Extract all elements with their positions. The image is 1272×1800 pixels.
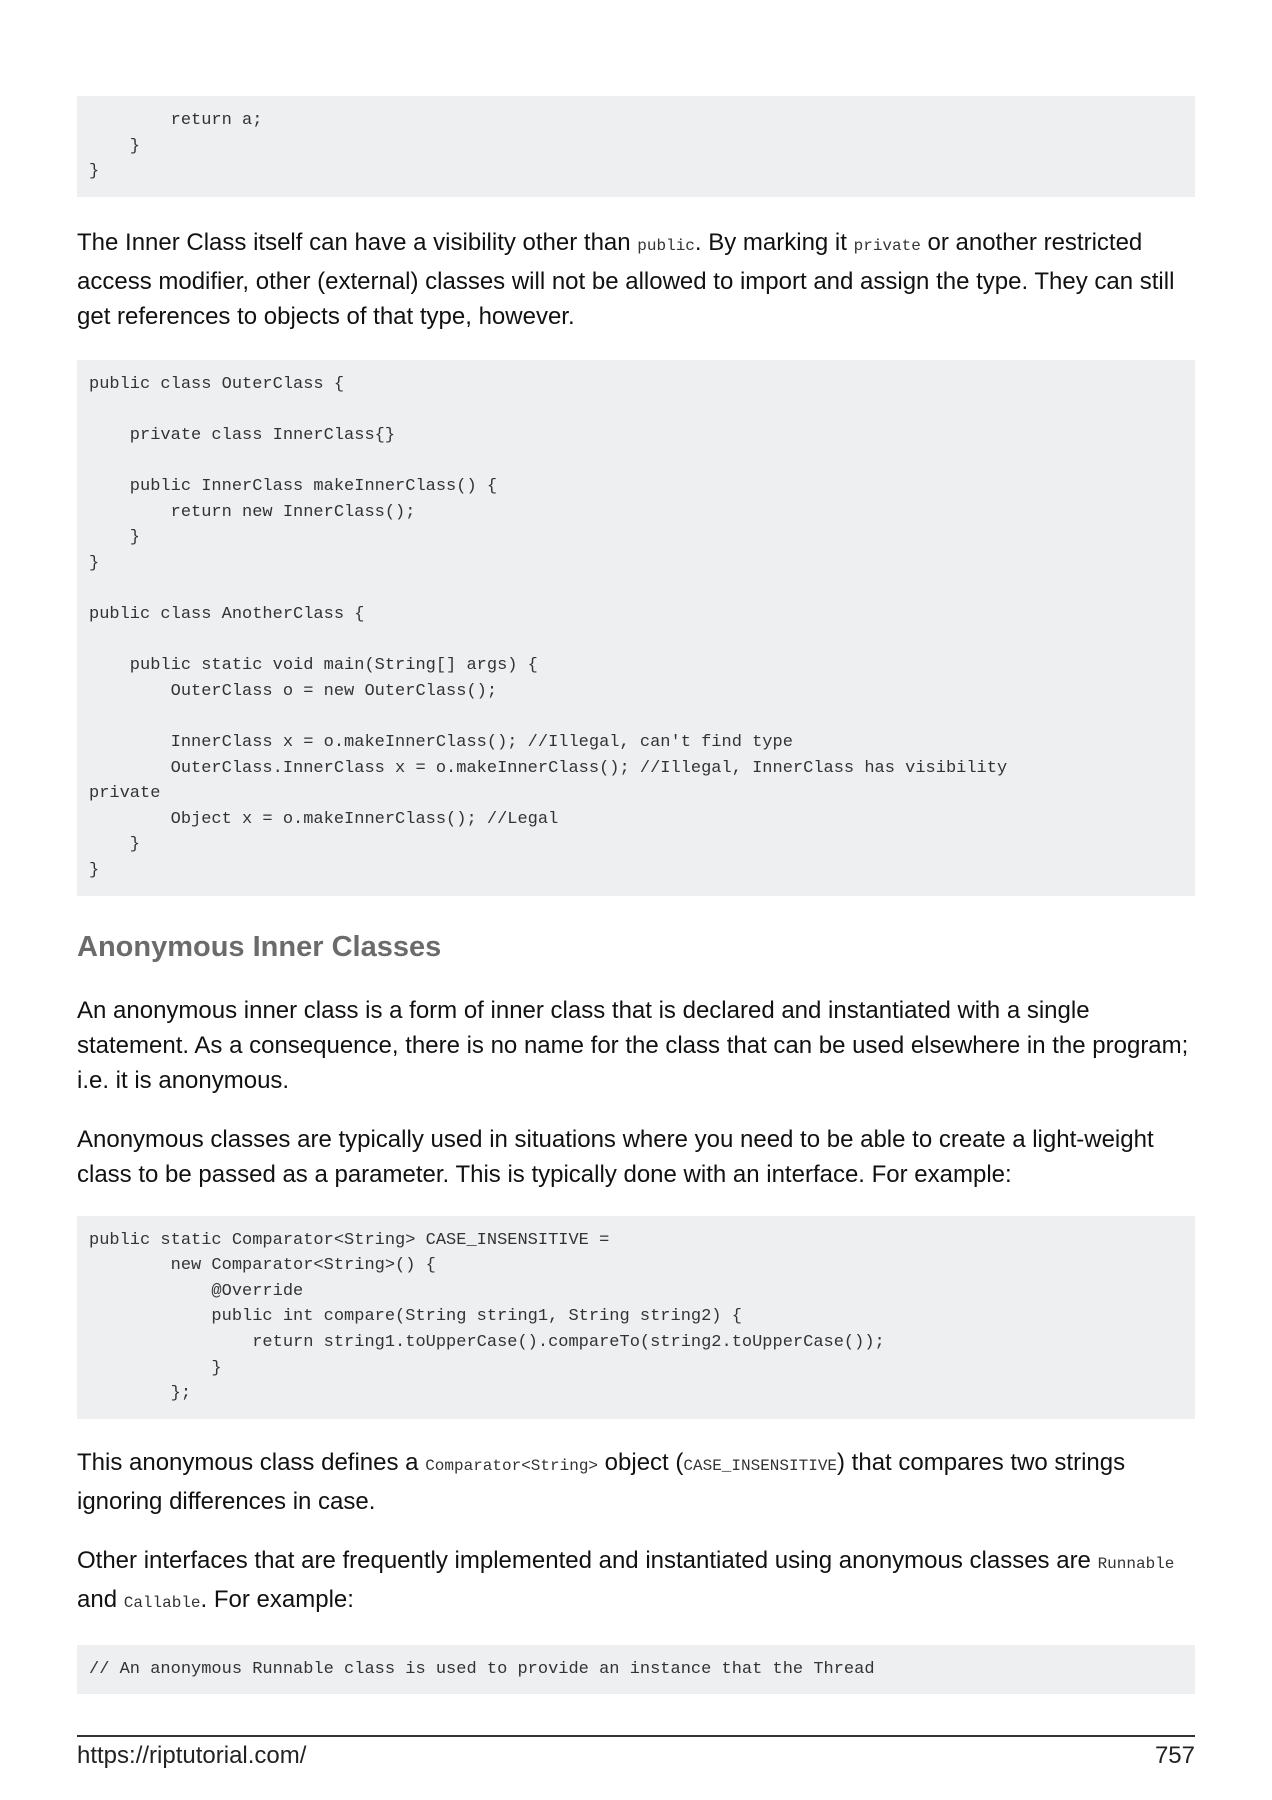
text-run: This anonymous class defines a [77,1448,426,1476]
page-number: 757 [1154,1742,1195,1769]
code-block-outer-class: public class OuterClass { private class InnerClass{} public InnerClass makeInnerClass() { return new InnerClass(); } } public class AnotherClass { public static void main(String[] args) { OuterClass o = new OuterClass(); InnerClass x = o.makeInnerClass(); //Illegal, can't find type OuterClass.InnerClass x = o.makeInnerClass(); //Illegal, InnerClass has visibility private Object x = o.makeInnerClass(); //Legal } } [77,360,1195,896]
section-heading: Anonymous Inner Classes [77,930,442,963]
inline-code-runnable: Runnable [1097,1554,1175,1573]
inline-code-callable: Callable [123,1593,201,1612]
paragraph-other-interfaces [77,1543,1195,1621]
text-run: . By marking it [694,228,854,256]
code-block-runnable: // An anonymous Runnable class is used to provide an instance that the Thread [77,1645,1195,1695]
page-content [77,96,1195,1694]
inline-code-comparator: Comparator<String> [425,1456,599,1475]
paragraph-comparator [77,1445,1195,1519]
footer-url[interactable]: https://riptutorial.com/ [77,1742,307,1769]
paragraph-visibility [77,225,1195,334]
text-run: or another restricted access modifier, other (external) classes will not be allowed to import and assign the type. They can still get references to objects of that type, however. [77,228,1175,330]
footer-divider [77,1735,1195,1737]
text-run: object ( [598,1448,684,1476]
inline-code-private: private [853,236,921,255]
inline-code-case-insensitive: CASE_INSENSITIVE [683,1456,838,1475]
text-run: . For example: [200,1585,354,1613]
text-run: and [77,1585,124,1613]
paragraph-anonymous-usage: Anonymous classes are typically used in situations where you need to be able to create a light-weight class to be passed as a parameter. This is typically done with an interface. For example: [77,1125,1154,1188]
text-run: The Inner Class itself can have a visibility other than [77,228,638,256]
inline-code-public: public [637,236,695,255]
text-run: Other interfaces that are frequently implemented and instantiated using anonymous classes are [77,1546,1098,1574]
code-block-return: return a; } } [77,96,1195,197]
paragraph-anonymous-definition: An anonymous inner class is a form of inner class that is declared and instantiated with a single statement. As a consequence, there is no name for the class that can be used elsewhere in the program; i.e. it is anonymous. [77,996,1189,1094]
code-block-comparator: public static Comparator<String> CASE_INSENSITIVE = new Comparator<String>() { @Override public int compare(String string1, String string2) { return string1.toUpperCase().compareTo(string2.toUpperCase()); } }; [77,1216,1195,1419]
text-run: ) that compares two strings ignoring differences in case. [77,1448,1126,1515]
